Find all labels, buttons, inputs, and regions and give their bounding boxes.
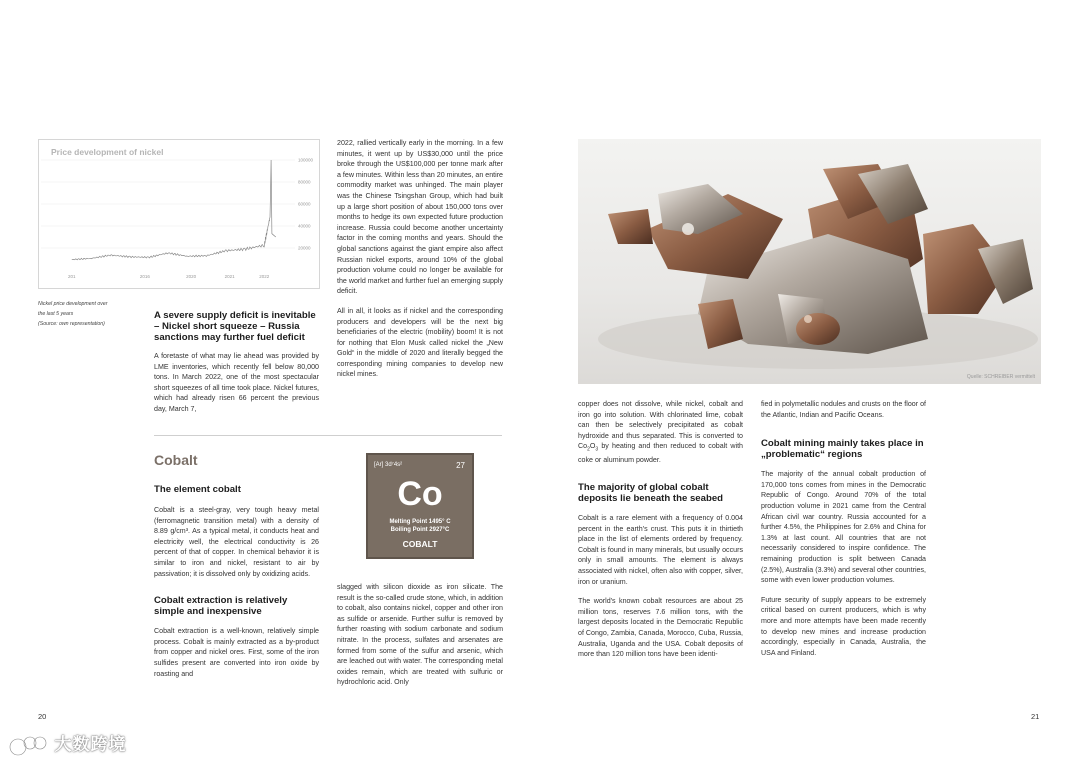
heading-seabed-deposits: The majority of global cobalt deposits lie beneath the seabed (578, 481, 724, 504)
watermark-text: 大数跨境 (54, 735, 127, 754)
y-tick-label: 80000 (298, 179, 311, 185)
paragraph-rally: 2022, rallied vertically early in the morning. In a few minutes, it went up by US$30,000 until the price broke through the US$100,000 per tonne mark after a few minutes. Within less than 20 minutes, an entire commodity market was unhinged. The main player was the Chinese Tsingshan Group, which had built up a large short position of about 150,000 tons over months to hedge its own expected future production increase. Russia could become another uncertainty factor in the coming months and years. Should the global sanctions against the giant empire also affect Russian nickel exports, around 10% of the global production volume could no longer be available for the world market and further fuel an emerging supply deficit. (337, 139, 504, 296)
x-tick-label: 2020 (186, 274, 197, 279)
cobalt-element-tile (366, 453, 474, 559)
left-col1-lower (154, 484, 319, 679)
mining-text (761, 469, 926, 658)
x-tick-label: 2021 (224, 274, 235, 279)
y-tick-label: 100000 (298, 157, 314, 163)
left-col2-upper (337, 138, 503, 389)
x-tick-label: 201 (68, 274, 76, 279)
electron-config: [Ar] 3d⁷4s² (374, 462, 403, 468)
element-symbol: Co (397, 475, 443, 513)
y-tick-label: 20000 (298, 245, 311, 251)
boiling-point: Boiling Point 2927°C (390, 527, 450, 533)
page-number-left: 20 (38, 712, 47, 721)
right-col2 (761, 399, 926, 667)
paragraph-foretaste: A foretaste of what may lie ahead was provided by LME inventories, which recently fell below 80,000 tons. In March 2022, one of the most spectacular short squeezes of all time took place. Nickel futures, which had already risen 66 percent the previous day, March 7, (154, 352, 319, 413)
nickel-price-chart (38, 139, 320, 289)
heading-cobalt-extraction: Cobalt extraction is relatively simple and inexpensive (154, 595, 288, 618)
melting-point: Melting Point 1495° C (389, 519, 451, 525)
watermark-logo-icon (8, 733, 50, 759)
watermark (8, 730, 126, 759)
heading-problematic-regions: Cobalt mining mainly takes place in „problematic“ regions (761, 438, 924, 461)
paragraph-polymetallic: fied in polymetallic nodules and crusts on the floor of the Atlantic, Indian and Pacific Oceans. (761, 400, 926, 419)
cobalt-metal-photo (578, 139, 1041, 384)
paragraph-rare-element: Cobalt is a rare element with a frequency of 0.004 percent in the earth's crust. This puts it in thirtieth place in the list of elements ordered by frequency. Cobalt is found in many minerals, but usually occurs only in small amounts. The element is always associated with nickel, often also with copper, silver, iron or uranium. (578, 513, 743, 586)
price-series-line (72, 160, 276, 260)
right-col1 (578, 399, 743, 669)
paragraph-annual-production: The majority of the annual cobalt production of 170,000 tons comes from mines in the Democratic Republic of Congo. Around 70% of the total production volume in 2021 came from the Central African civil war country. Russia accounted for a further 4.5%, the Philippines for 2.6% and China for 1.3% at last count. All countries that are not necessarily considered to inspire confidence. The remaining production is split between Canada (2.5%), Australia (3.3%) and several other countries, some with even lower production volumes. (761, 470, 926, 585)
y-tick-label: 40000 (298, 223, 311, 229)
paragraph-all-in-all: All in all, it looks as if nickel and the corresponding producers and developers will be the next big beneficiaries of the electric (mobility) boom! It is not for nothing that Elon Musk called nickel the „New Gold“ in the middle of 2020 and literally begged the corresponding mining companies to develop new nickel mines. (337, 306, 503, 379)
paragraph-known-resources: The world's known cobalt resources are about 25 million tons, reserves 7.6 million tons, with the largest deposits located in the Democratic Republic of Congo, Zambia, Canada, Morocco, Cuba, Russia, Australia, Uganda and the USA. Cobalt deposits of more than 120 million tons have been identi- (578, 597, 743, 659)
y-tick-label: 60000 (298, 201, 311, 207)
left-col1-upper (154, 310, 319, 415)
section-title-cobalt: Cobalt (154, 452, 198, 468)
chart-caption (38, 299, 148, 329)
paragraph-supply-security: Future security of supply appears to be extremely critical based on current producers, which is why more and more attempts have been made recently to develop new mines and increase production accordingly, especially in Canada, Australia, the USA and Finland. (761, 595, 926, 657)
section-divider (154, 435, 502, 436)
cobalt-pieces-illustration (578, 139, 1041, 384)
heading-element-cobalt: The element cobalt (154, 484, 241, 495)
x-tick-label: 2022 (259, 274, 270, 279)
caption-line-3: (Source: own representation) (38, 321, 105, 327)
caption-line-1: Nickel price development over (38, 301, 108, 307)
photo-credit: Quelle: SCHREIBER vermittelt (966, 374, 1035, 380)
caption-line-2: the last 5 years (38, 311, 74, 317)
paragraph-cobalt-oxide: copper does not dissolve, while nickel, cobalt and iron go into solution. With chlorinated lime, cobalt can then be selectively precipitated as cobalt hydroxide and thus separated. This is converted to $Co_2O_3$ by heating and then reduced to cobalt with coke or aluminum powder. (578, 400, 743, 465)
deposits-text (578, 513, 743, 660)
atomic-number: 27 (456, 461, 465, 470)
page-number-right: 21 (1031, 712, 1040, 721)
element-name: COBALT (402, 539, 438, 549)
chart-plot (39, 140, 319, 288)
heading-supply-deficit: A severe supply deficit is inevitable – Nickel short squeeze – Russia sanctions may further fuel deficit (154, 310, 316, 343)
left-col2-lower: slagged with silicon dioxide as iron silicate. The result is the so-called crude stone, which, in addition to cobalt, also contains nickel, copper and other iron as sulfide or arsenide. Further sulfur is removed by further roasting with sodium carbonate and sodium nitrate. In the process, sulfates and arsenates are formed from some of the sulfur and arsenic, which are leached out with water. The corresponding metal oxides remain, which are treated with sulfuric or hydrochloric acid. Only (337, 583, 503, 687)
paragraph-cobalt-extraction: Cobalt extraction is a well-known, relatively simple process. Cobalt is mainly extracted as a by-product from copper and nickel ores. First, some of the iron sulfides present are converted into iron oxide by roasting and (154, 627, 319, 678)
paragraph-element-cobalt: Cobalt is a steel-gray, very tough heavy metal (ferromagnetic transition metal) with a density of 8.89 g/cm³. As a typical metal, it conducts heat and electricity well, the electrical conductivity is 26 percent of that of copper. In chemical behavior it is similar to iron and nickel, resistant to air by passivation; it is dissolved only by oxidizing acids. (154, 506, 319, 578)
x-tick-label: 2016 (139, 274, 150, 279)
chart-title: Price development of nickel (51, 147, 164, 157)
